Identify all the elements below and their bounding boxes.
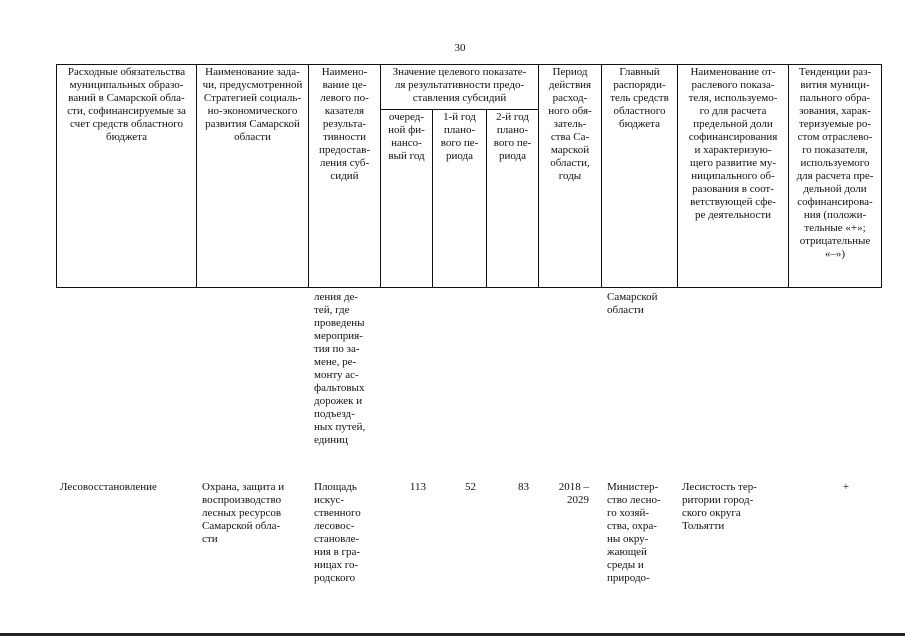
row-task: Охрана, защита и воспроизводство лесных ресурсов Самарской обла- сти [202,481,285,545]
header-current-year: очеред- ной фи- нансо- вый год [388,111,425,162]
header-chief-manager: Главный распоряди- тель средств областного бюджета [610,66,669,130]
row-value-plan-year-1: 52 [465,481,476,493]
header-task-name: Наименование зада- чи, предусмотренной Стратегией социаль- но-экономического развития Самарской области [202,66,303,143]
row-sector-indicator: Лесистость тер- ритории город- ского округа Тольятти [682,481,757,532]
header-period: Период действия расход- ного обя- затель- ства Са- марской области, годы [548,66,592,182]
row-trend: + [842,481,850,493]
page-bottom-border [0,633,905,636]
row-expenditure: Лесовосстановление [60,481,157,493]
header-indicator-name: Наимено- вание це- левого по- казателя результа- тивности предостав- ления суб- сидий [318,66,371,182]
page-number: 30 [454,42,466,54]
row-value-plan-year-2: 83 [518,481,529,493]
header-expenditure-obligations: Расходные обязательства муниципальных образо- ваний в Самарской обла- сти, софинансируемые за счет средств областного бюджета [67,66,186,143]
row-value-current-year: 113 [409,481,426,493]
continuation-indicator-text: ления де- тей, где проведены мероприя- тия по за- мене, ре- монту ас- фальтовых дорожек и подъезд- ных путей, единиц [314,291,366,446]
header-plan-year-1: 1-й год плано- вого пе- риода [440,111,479,162]
row-manager: Министер- ство лесно- го хозяй- ства, охра- ны окру- жающей среды и природо- [607,481,661,584]
header-sector-indicator: Наименование от- раслевого показа- теля, используемо- го для расчета предельной доли софинансирования и характеризую- щего развитие му- ниципального об- разования в соот- ветствующей сфе- ре деятельности [688,66,778,221]
header-trends: Тенденции раз- вития муници- пального обра- зования, харак- теризуемые ро- стом отраслево- го показателя, используемого для расчета пре- дельной доли софинансирова- ния (положи- тельные «+»; отрицательные «–») [796,66,874,260]
header-target-value-group: Значение целевого показате- ля результативности предо- ставления субсидий [392,66,527,104]
continuation-manager-text: Самарской области [607,291,658,316]
header-plan-year-2: 2-й год плано- вого пе- риода [493,111,532,162]
row-period: 2018 – 2029 [558,481,589,506]
row-indicator: Площадь искус- ственного лесовос- становле- ния в гра- ницах го- родского [314,481,361,584]
